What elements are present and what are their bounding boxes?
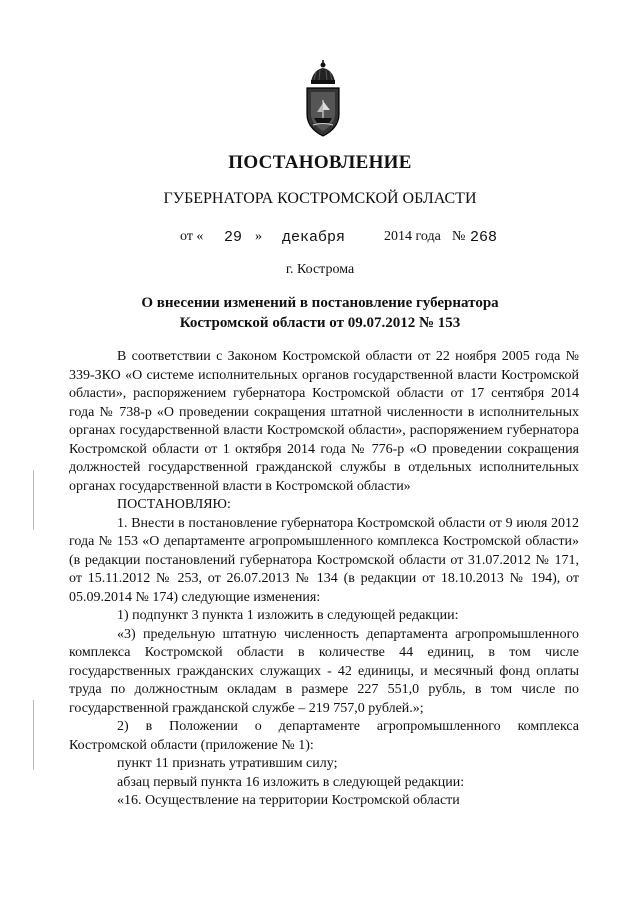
- date-prefix: от «: [180, 229, 204, 244]
- date-close-quote: »: [255, 229, 262, 244]
- date-year: 2014 года: [384, 229, 441, 244]
- date-month: декабря: [282, 229, 346, 246]
- date-number-line: [180, 229, 510, 249]
- heading-line-1: О внесении изменений в постановление губернатора: [141, 295, 499, 311]
- document-number: 268: [470, 229, 498, 246]
- document-body: [69, 348, 579, 811]
- date-day: 29: [224, 229, 243, 246]
- issuer-title: ГУБЕРНАТОРА КОСТРОМСКОЙ ОБЛАСТИ: [163, 190, 477, 207]
- quoted-point-16: «16. Осуществление на территории Костромской области: [117, 793, 460, 808]
- point-11-paragraph: пункт 11 признать утратившим силу;: [117, 756, 338, 771]
- quoted-subclause-3: «3) предельную штатную численность департамента агропромышленного комплекса Костромской области в количестве 44 единиц, в том числе государственных гражданских служащих - 42 единицы, и месячный фонд оплаты труда по должностным окладам в размере 227 551,0 рубль, в том числе по государственной гражданской службе – 219 757,0 рублей.»;: [69, 626, 579, 716]
- subclause-2-paragraph: 2) в Положении о департаменте агропромышленного комплекса Костромской области (приложение № 1):: [69, 719, 579, 753]
- subclause-1-paragraph: 1) подпункт 3 пункта 1 изложить в следующей редакции:: [117, 608, 459, 623]
- coat-of-arms-icon: [299, 60, 347, 140]
- document-type-title: ПОСТАНОВЛЕНИЕ: [228, 152, 412, 173]
- scan-margin-mark: [33, 700, 34, 770]
- number-sign: №: [452, 229, 466, 244]
- preamble-paragraph: В соответствии с Законом Костромской области от 22 ноября 2005 года № 339-ЗКО «О системе исполнительных органов государственной власти Костромской области», распоряжением губернатора Костромской области от 17 сентября 2014 года № 738-р «О проведении сокращения штатной численности в исполнительных органах государственной власти Костромской области», распоряжением губернатора Костромской области от 1 октября 2014 года № 776-р «О проведении сокращения должностей государственной гражданской службы в отдельных исполнительных органах государственной власти в Костромской области»: [69, 349, 579, 494]
- point-16-paragraph: абзац первый пункта 16 изложить в следующей редакции:: [117, 774, 465, 790]
- city-line: г. Кострома: [285, 262, 355, 277]
- decree-word: ПОСТАНОВЛЯЮ:: [117, 497, 231, 512]
- heading-line-2: Костромской области от 09.07.2012 № 153: [179, 315, 461, 331]
- scan-margin-mark: [33, 470, 34, 530]
- clause-1-paragraph: 1. Внести в постановление губернатора Костромской области от 9 июля 2012 года № 153 «О департаменте агропромышленного комплекса Костромской области» (в редакции постановлений губернатора Костромской области от 31.07.2012 № 171, от 15.11.2012 № 253, от 26.07.2013 № 134 (в редакции от 18.10.2013 № 194), от 05.09.2014 № 174) следующие изменения:: [69, 515, 579, 605]
- document-heading: [0, 293, 640, 333]
